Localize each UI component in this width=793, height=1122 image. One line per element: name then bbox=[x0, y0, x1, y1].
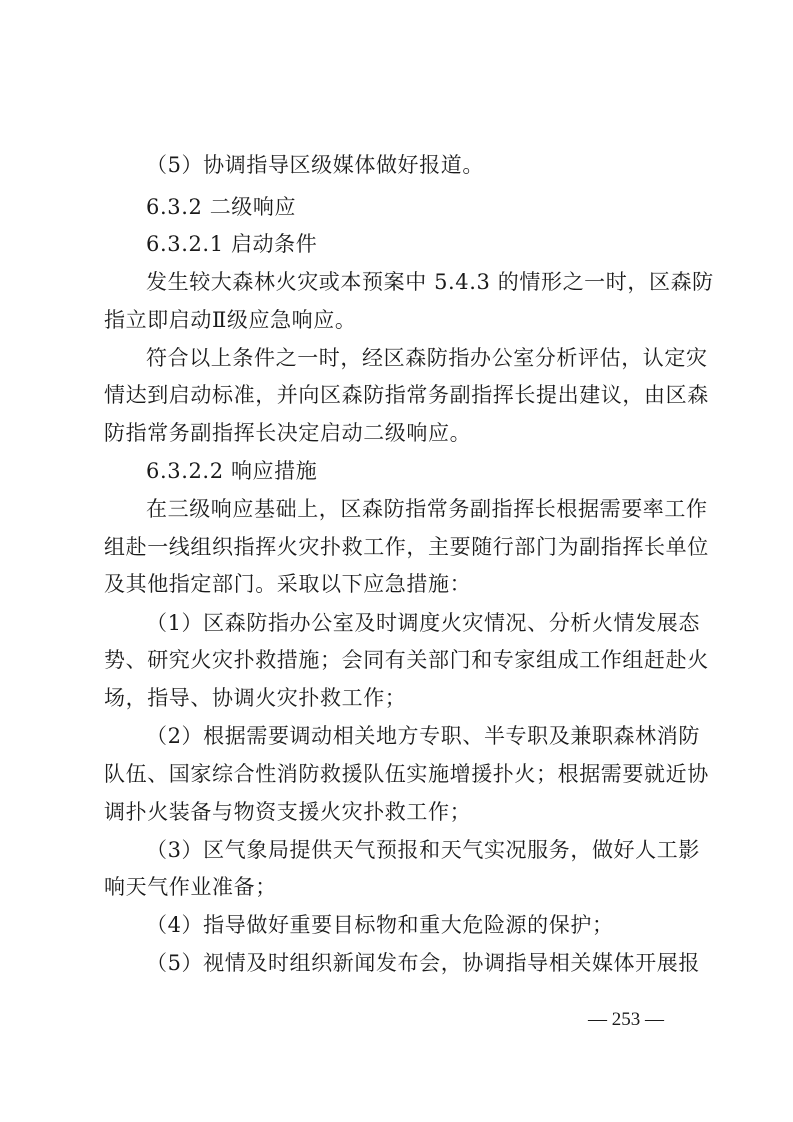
paragraph-line: 在三级响应基础上，区森防指常务副指挥长根据需要率工作 bbox=[146, 497, 708, 521]
paragraph-line: 指立即启动Ⅱ级应急响应。 bbox=[104, 308, 357, 332]
page-number: — 253 — bbox=[588, 1009, 664, 1030]
list-item-line: （3）区气象局提供天气预报和天气实况服务，做好人工影 bbox=[146, 838, 700, 862]
paragraph-line: 组赴一线组织指挥火灾扑救工作，主要随行部门为副指挥长单位 bbox=[104, 535, 709, 559]
subsection-heading: 6.3.2.2 响应措施 bbox=[146, 459, 318, 483]
subsection-heading: 6.3.2.1 启动条件 bbox=[146, 232, 318, 256]
list-item-line: （5）视情及时组织新闻发布会，协调指导相关媒体开展报 bbox=[146, 951, 700, 975]
list-item-line: 响天气作业准备； bbox=[104, 875, 277, 899]
paragraph-line: 防指常务副指挥长决定启动二级响应。 bbox=[104, 421, 472, 445]
paragraph-line: 发生较大森林火灾或本预案中 5.4.3 的情形之一时，区森防 bbox=[146, 270, 714, 294]
list-item-line: （4）指导做好重要目标物和重大危险源的保护； bbox=[146, 913, 614, 937]
paragraph-line: 及其他指定部门。采取以下应急措施： bbox=[104, 572, 472, 596]
list-item-line: （2）根据需要调动相关地方专职、半专职及兼职森林消防 bbox=[146, 724, 700, 748]
paragraph-line: （5）协调指导区级媒体做好报道。 bbox=[146, 153, 484, 177]
list-item-line: 场，指导、协调火灾扑救工作； bbox=[104, 686, 407, 710]
section-heading: 6.3.2 二级响应 bbox=[146, 195, 297, 219]
list-item-line: （1）区森防指办公室及时调度火灾情况、分析火情发展态 bbox=[146, 611, 700, 635]
list-item-line: 调扑火装备与物资支援火灾扑救工作； bbox=[104, 800, 472, 824]
paragraph-line: 情达到启动标准，并向区森防指常务副指挥长提出建议，由区森 bbox=[104, 383, 709, 407]
list-item-line: 队伍、国家综合性消防救援队伍实施增援扑火；根据需要就近协 bbox=[104, 762, 709, 786]
paragraph-line: 符合以上条件之一时，经区森防指办公室分析评估，认定灾 bbox=[146, 346, 708, 370]
list-item-line: 势、研究火灾扑救措施；会同有关部门和专家组成工作组赶赴火 bbox=[104, 648, 709, 672]
